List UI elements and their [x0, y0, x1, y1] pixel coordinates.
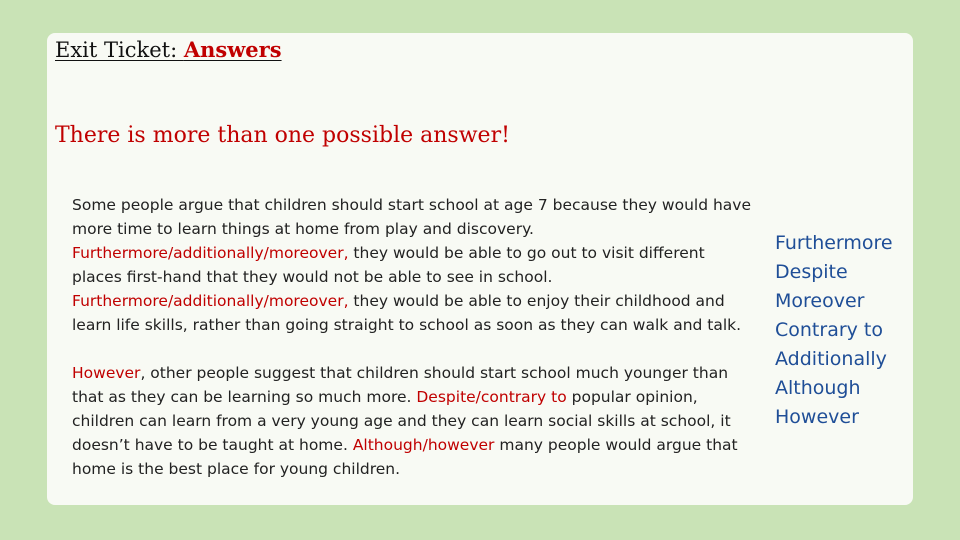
- connective-highlight: Although/however: [352, 436, 495, 454]
- passage-text: Some people argue that children should start school at age 7 because they would have more time to learn things at home from play and discovery.: [72, 196, 751, 238]
- connective-highlight: However: [72, 364, 141, 382]
- passage-text: they would be able to enjoy their childhood and learn life skills, rather than going straight to school as soon as they can walk and talk.: [72, 292, 742, 334]
- word-bank-item: Moreover: [775, 290, 865, 312]
- answer-passage: [72, 193, 752, 481]
- word-bank-item: Additionally: [775, 348, 887, 370]
- word-bank-item: Although: [775, 377, 861, 399]
- connective-highlight: Furthermore/additionally/moreover,: [72, 292, 349, 310]
- word-bank-item: Despite: [775, 261, 848, 283]
- title-prefix: Exit Ticket:: [55, 38, 184, 62]
- connective-highlight: Despite/contrary to: [416, 388, 567, 406]
- paragraph-2: [72, 361, 752, 481]
- word-bank: [775, 229, 893, 432]
- word-bank-item: Furthermore: [775, 232, 893, 254]
- connective-highlight: Furthermore/additionally/moreover,: [72, 244, 349, 262]
- word-bank-item: Contrary to: [775, 319, 884, 341]
- word-bank-item: However: [775, 406, 859, 428]
- title-accent: Answers: [183, 37, 282, 62]
- page-title: [55, 37, 282, 62]
- paragraph-1: [72, 193, 752, 337]
- passage-text: they would be able to go out to visit different places first-hand that they would not be able to see in school.: [72, 244, 705, 286]
- subtitle: There is more than one possible answer!: [55, 123, 510, 148]
- passage-text: many people would argue that home is the best place for young children.: [72, 436, 738, 478]
- passage-text: popular opinion, children can learn from a very young age and they can learn social skills at school, it doesn’t have to be taught at home.: [72, 388, 731, 454]
- passage-text: , other people suggest that children should start school much younger than that as they can be learning so much more.: [72, 364, 729, 406]
- slide-card: [47, 33, 913, 505]
